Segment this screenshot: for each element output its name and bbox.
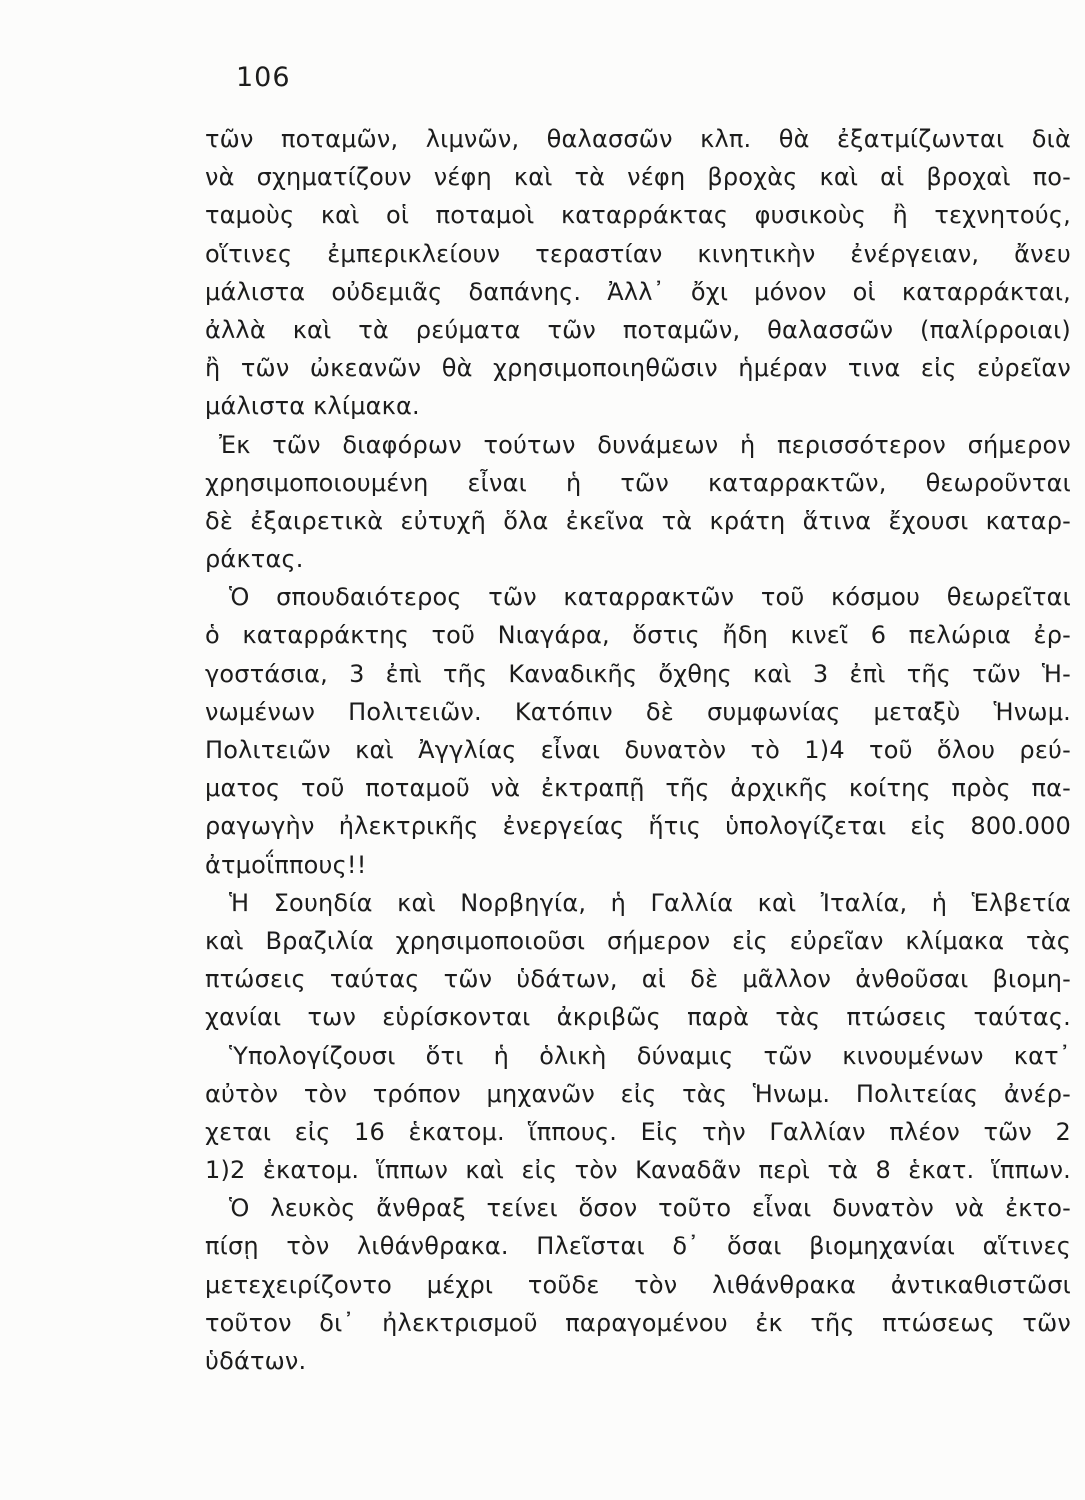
text-line: τῶν ποταμῶν, λιμνῶν, θαλασσῶν κλπ. θὰ ἐξατμίζωνται διὰ [205,125,1071,153]
text-line: Ὁ λευκὸς ἄνθραξ τείνει ὅσον τοῦτο εἶναι δυνατὸν νὰ ἐκτο- [229,1194,1071,1223]
page-number: 106 [236,62,291,93]
text-line: καὶ Βραζιλία χρησιμοποιοῦσι σήμερον εἰς εὐρεῖαν κλίμακα τὰς [205,926,1071,955]
text-line: Ὁ σπουδαιότερος τῶν καταρρακτῶν τοῦ κόσμου θεωρεῖται [229,583,1071,612]
text-line: χρησιμοποιουμένη εἶναι ἡ τῶν καταρρακτῶν, θεωροῦνται [205,468,1071,497]
text-line: χεται εἰς 16 ἑκατομ. ἵππους. Εἰς τὴν Γαλλίαν πλέον τῶν 2 [205,1117,1071,1146]
text-line: νωμένων Πολιτειῶν. Κατόπιν δὲ συμφωνίας μεταξὺ Ἡνωμ. [205,697,1071,726]
text-line: Ἡ Σουηδία καὶ Νορβηγία, ἡ Γαλλία καὶ Ἰταλία, ἡ Ἑλβετία [229,888,1071,917]
text-line: μάλιστα οὐδεμιᾶς δαπάνης. Ἀλλ᾽ ὄχι μόνον οἱ καταρράκται, [205,277,1071,306]
text-line: Ἐκ τῶν διαφόρων τούτων δυνάμεων ἡ περισσότερον σήμερον [219,430,1071,459]
text-line: μάλιστα κλίμακα. [205,392,420,421]
text-line: ραγωγὴν ἠλεκτρικῆς ἐνεργείας ἥτις ὑπολογίζεται εἰς 800.000 [205,812,1071,841]
text-line: ἢ τῶν ὠκεανῶν θὰ χρησιμοποιηθῶσιν ἡμέραν τινα εἰς εὐρεῖαν [205,354,1071,383]
body-text [205,120,1071,1380]
text-line: γοστάσια, 3 ἐπὶ τῆς Καναδικῆς ὄχθης καὶ 3 ἐπὶ τῆς τῶν Ἡ- [205,659,1071,688]
text-line: Ὑπολογίζουσι ὅτι ἡ ὁλικὴ δύναμις τῶν κινουμένων κατ᾽ [229,1041,1071,1070]
text-line: πίσῃ τὸν λιθάνθρακα. Πλεῖσται δ᾽ ὅσαι βιομηχανίαι αἵτινες [205,1232,1071,1261]
text-line: ράκτας. [205,545,304,574]
text-line: αὐτὸν τὸν τρόπον μηχανῶν εἰς τὰς Ἡνωμ. Πολιτείας ἀνέρ- [205,1079,1071,1108]
text-line: ταμοὺς καὶ οἱ ποταμοὶ καταρράκτας φυσικοὺς ἢ τεχνητούς, [205,201,1071,230]
text-line: τοῦτον δι᾽ ἠλεκτρισμοῦ παραγομένου ἐκ τῆς πτώσεως τῶν [205,1308,1071,1337]
text-line: ἀτμοΐππους!! [205,850,367,879]
text-line: δὲ ἐξαιρετικὰ εὐτυχῆ ὅλα ἐκεῖνα τὰ κράτη ἅτινα ἔχουσι καταρ- [205,506,1071,535]
text-line: ἀλλὰ καὶ τὰ ρεύματα τῶν ποταμῶν, θαλασσῶν (παλίρροιαι) [205,315,1071,344]
text-line: μετεχειρίζοντο μέχρι τοῦδε τὸν λιθάνθρακα ἀντικαθιστῶσι [205,1270,1071,1299]
text-line: Πολιτειῶν καὶ Ἀγγλίας εἶναι δυνατὸν τὸ 1)4 τοῦ ὅλου ρεύ- [205,736,1071,764]
text-line: χανίαι των εὑρίσκονται ἀκριβῶς παρὰ τὰς πτώσεις ταύτας. [205,1003,1071,1032]
text-line: πτώσεις ταύτας τῶν ὑδάτων, αἱ δὲ μᾶλλον ἀνθοῦσαι βιομη- [205,965,1071,994]
text-line: 1)2 ἑκατομ. ἵππων καὶ εἰς τὸν Καναδᾶν περὶ τὰ 8 ἑκατ. ἵππων. [205,1156,1071,1185]
text-line: νὰ σχηματίζουν νέφη καὶ τὰ νέφη βροχὰς καὶ αἱ βροχαὶ πο- [205,163,1071,192]
text-line: ματος τοῦ ποταμοῦ νὰ ἐκτραπῇ τῆς ἀρχικῆς κοίτης πρὸς πα- [205,774,1071,803]
text-line: ὑδάτων. [205,1347,307,1375]
text-line: οἵτινες ἐμπερικλείουν τεραστίαν κινητικὴν ἐνέργειαν, ἄνευ [205,239,1071,268]
text-line: ὁ καταρράκτης τοῦ Νιαγάρα, ὅστις ἤδη κινεῖ 6 πελώρια ἐρ- [205,621,1071,650]
